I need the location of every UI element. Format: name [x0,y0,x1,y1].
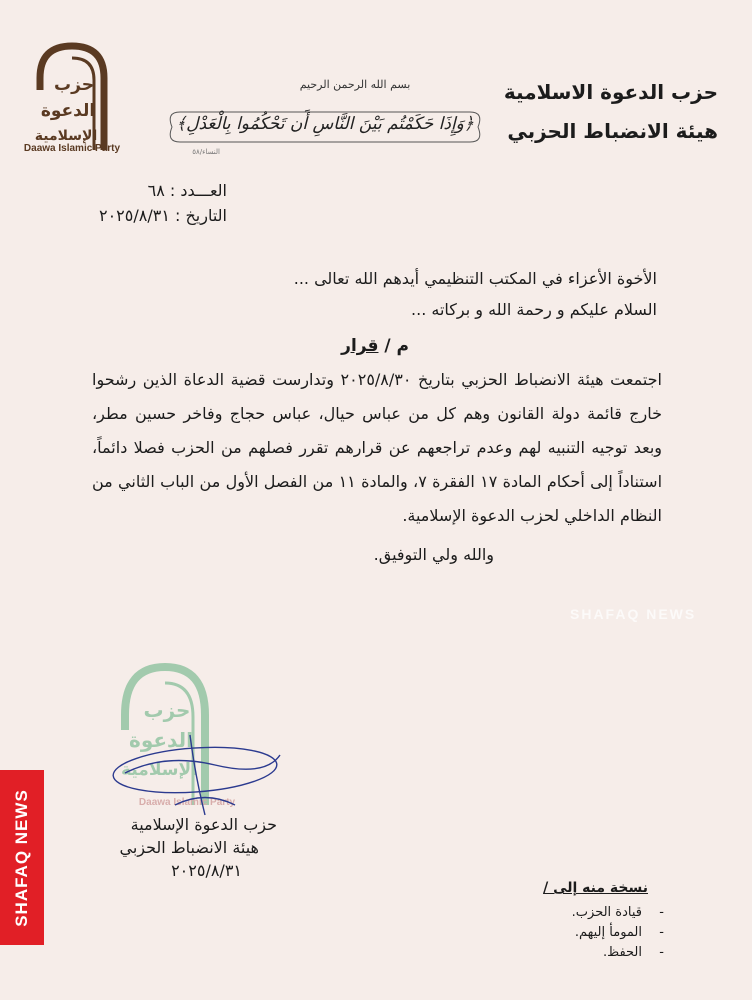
logo-text-2: الدعوة [40,101,96,121]
copies-title: نسخة منه إلى / [543,880,648,896]
logo-text-3: الإسلامية [34,128,98,144]
decision-paragraph: اجتمعت هيئة الانضباط الحزبي بتاريخ ٢٠٢٥/٨/٣٠ وتدارست قضية الدعاة الذين رشحوا خارج قائمة دولة القانون وهم كل من عباس حيال، عباس حجاج وفاخر حسين مطر، وبعد توجيه التنبيه لهم وعدم تراجعهم عن قرارهم تقرر فصلهم من الحزب فصلا دائماً، استناداً إلى أحكام المادة ١٧ الفقرة ٧، والمادة ١١ من الفصل الأول من الباب الثاني من النظام الداخلي لحزب الدعوة الإسلامية. [92,370,663,525]
closing-line: والله ولي التوفيق. [373,545,494,564]
copy-item: - المومأ إليهم. [574,925,664,940]
stamp-text-2: الدعوة [129,728,193,752]
decision-title: قرار [341,336,379,356]
party-stamp [95,655,295,825]
signature-party: حزب الدعوة الإسلامية [130,815,277,834]
watermark: SHAFAQ NEWS [570,606,697,622]
party-logo [22,38,122,158]
document-number: العـــدد : ٦٨ [147,181,227,200]
stamp-english-name: Daawa Islamic Party [138,797,236,808]
verse-reference: النساء/٥٨ [192,148,220,156]
logo-text-1: حزب [54,75,94,95]
logo-english-name: Daawa Islamic Party [23,143,121,154]
decision-prefix: م / [378,336,409,356]
copy-item: - الحفظ. [602,945,664,960]
decision-heading [341,336,409,356]
greeting-line-2: السلام عليكم و رحمة الله و بركاته ... [411,300,657,319]
bismillah: بسم الله الرحمن الرحيم [299,78,411,91]
party-name: حزب الدعوة الاسلامية [503,80,718,104]
side-brand-label: SHAFAQ NEWS [12,788,31,927]
stamp-text-1: حزب [143,698,191,722]
quran-verse: ﴿وَإِذَا حَكَمْتُم بَيْنَ النَّاسِ أَن تَحْكُمُوا بِالْعَدْلِ﴾ [176,114,474,134]
document-date: التاريخ : ٢٠٢٥/٨/٣١ [98,206,227,225]
greeting-line-1: الأخوة الأعزاء في المكتب التنظيمي أيدهم الله تعالى ... [293,269,657,288]
committee-name: هيئة الانضباط الحزبي [507,119,718,143]
stamp-text-3: الإسلامية [121,760,197,780]
signature-committee: هيئة الانضباط الحزبي [119,838,259,857]
signature-date: ٢٠٢٥/٨/٣١ [171,861,242,880]
copy-item: - قيادة الحزب. [571,905,664,920]
